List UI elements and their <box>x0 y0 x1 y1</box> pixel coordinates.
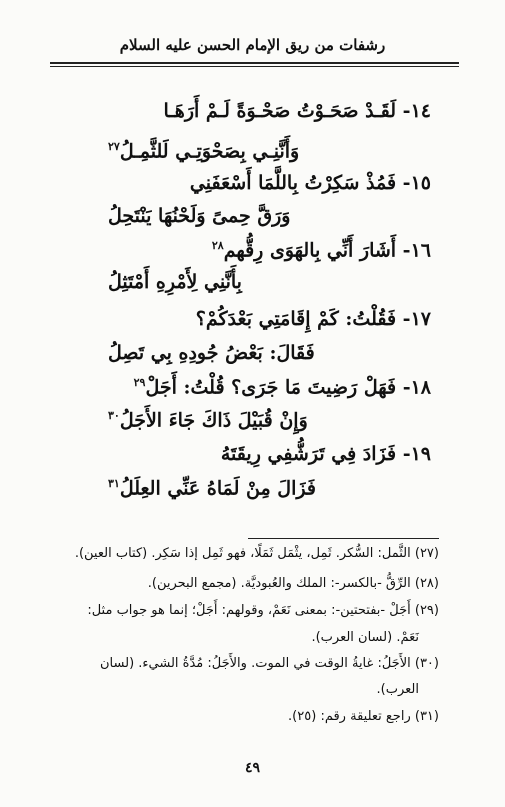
header-rule <box>50 62 459 64</box>
verse-14-second <box>108 141 299 161</box>
header-rule-thin <box>50 66 459 67</box>
footnote-29: (٢٩) أَجَلْ -بفتحتين-: بمعنى نَعَمْ، وقولهم: أَجَلْ؛ إنما هو جواب مثل: <box>87 603 439 618</box>
verse-14-first: ١٤- لَقَـدْ صَحَـوْتُ صَحْـوَةً لَـمْ أَرَهَـا <box>163 100 431 122</box>
footnote-31: (٣١) راجع تعليقة رقم: (٢٥). <box>288 709 439 724</box>
footnote-30: (٣٠) الأَجَلُ: غايةُ الوقت في الموت. والأَجَلُ: مُدَّةُ الشيء. (لسان <box>100 656 439 671</box>
verse-17-second: فَقَالَ: بَعْضُ جُودِهِ بِي تَصِلُ <box>108 342 315 364</box>
footnote-29-cont: نَعَمْ. (لسان العرب). <box>311 630 419 645</box>
footnote-ref-30: ٣٠ <box>108 409 120 422</box>
footnote-ref-27: ٢٧ <box>108 140 120 153</box>
verse-15-second: وَرَقَّ حِمىً وَلَحْنُهَا يَنْتَحِلُ <box>108 205 291 227</box>
footnote-28: (٢٨) الرِّقُّ -بالكسر-: الملك والعُبوديَّة. (مجمع البحرين). <box>147 576 439 591</box>
verse-18-first <box>134 377 431 397</box>
verse-16-first-text: ١٦- أَشَارَ أَنِّي بِالهَوَى رِقُّهم <box>223 239 431 262</box>
verse-15-first: ١٥- فَمُذْ سَكِرْتُ بِاللَّمَا أَسْعَفَنِي <box>189 172 431 194</box>
footnote-ref-29: ٢٩ <box>133 376 146 389</box>
verse-18-first-text: ١٨- فَهَلْ رَضِيتَ مَا جَرَى؟ قُلْتُ: أَجَلْ <box>145 376 431 399</box>
verse-14-second-text: وَأَنَّنِـي بِصَحْوَتِـي لَلثَّمِـلُ <box>119 140 300 163</box>
verse-16-first <box>212 240 431 260</box>
verse-18-second <box>108 410 308 430</box>
footnote-ref-31: ٣١ <box>108 477 120 490</box>
footnote-30-cont: العرب). <box>376 682 419 697</box>
footnote-27: (٢٧) الثَّمل: السُّكر. ثَمِل، يثْمَل ثَمَلًا، فهو ثَمِل إذا سَكِر. (كتاب العين). <box>74 546 439 561</box>
running-header: رشفات من ريق الإمام الحسن عليه السلام <box>119 36 386 54</box>
footnote-ref-28: ٢٨ <box>211 239 224 252</box>
verse-19-second-text: فَزَالَ مِنْ لَمَاهُ عَنِّي العِلَلُ <box>119 477 316 500</box>
page-number: ٤٩ <box>244 760 261 776</box>
verse-19-second <box>108 478 316 498</box>
verse-18-second-text: وَإِنْ قُبَيْلَ ذَاكَ جَاءَ الأَجَلُ <box>119 409 308 432</box>
verse-17-first: ١٧- فَقُلْتُ: كَمْ إِقَامَتِي بَعْدَكُمْ؟ <box>195 308 431 330</box>
footnote-separator <box>248 538 439 539</box>
verse-16-second: بِأَنَّنِي لِأَمْرِهِ أَمْتَثِلُ <box>108 271 242 293</box>
verse-19-first: ١٩- فَزَادَ فِي تَرَشُّفِي رِيقَتَهُ <box>220 443 431 465</box>
